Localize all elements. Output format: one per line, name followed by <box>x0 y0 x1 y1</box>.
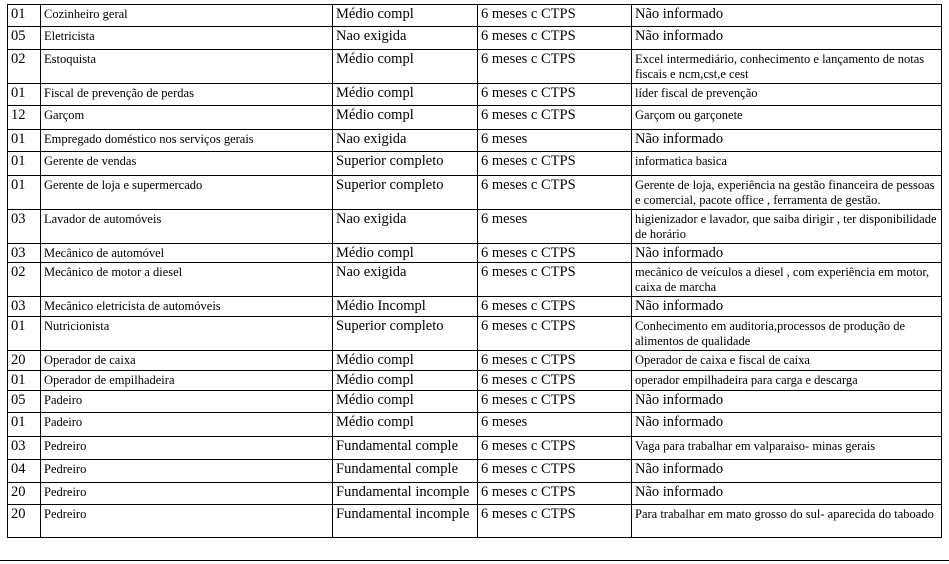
requirements-cell: Não informado <box>632 483 942 505</box>
experience-cell: 6 meses <box>478 210 632 244</box>
education-cell: Nao exigida <box>333 210 478 244</box>
education-cell: Médio compl <box>333 50 478 84</box>
requirements-cell: Não informado <box>632 130 942 152</box>
occupation-cell: Padeiro <box>41 391 333 413</box>
experience-cell: 6 meses c CTPS <box>478 371 632 391</box>
table-row <box>8 413 942 437</box>
vacancy-count-cell: 01 <box>8 152 41 176</box>
experience-cell: 6 meses <box>478 130 632 152</box>
requirements-cell: Gerente de loja, experiência na gestão financeira de pessoas e comercial, pacote office , ferramenta de gestão. <box>632 176 942 210</box>
experience-cell: 6 meses <box>478 413 632 437</box>
requirements-cell: Não informado <box>632 413 942 437</box>
education-cell: Médio compl <box>333 106 478 130</box>
experience-cell: 6 meses c CTPS <box>478 27 632 50</box>
experience-cell: 6 meses c CTPS <box>478 244 632 263</box>
vacancy-count-cell: 02 <box>8 50 41 84</box>
requirements-cell: Não informado <box>632 27 942 50</box>
occupation-cell: Pedreiro <box>41 460 333 483</box>
occupation-cell: Pedreiro <box>41 437 333 460</box>
education-cell: Médio Incompl <box>333 297 478 317</box>
table-row <box>8 27 942 50</box>
vacancy-count-cell: 01 <box>8 130 41 152</box>
experience-cell: 6 meses c CTPS <box>478 84 632 106</box>
vacancy-count-cell: 01 <box>8 371 41 391</box>
vacancy-count-cell: 03 <box>8 297 41 317</box>
occupation-cell: Gerente de loja e supermercado <box>41 176 333 210</box>
education-cell: Nao exigida <box>333 27 478 50</box>
education-cell: Nao exigida <box>333 130 478 152</box>
requirements-cell: informatica basica <box>632 152 942 176</box>
occupation-cell: Lavador de automóveis <box>41 210 333 244</box>
table-row <box>8 106 942 130</box>
education-cell: Fundamental comple <box>333 437 478 460</box>
requirements-cell: Excel intermediário, conhecimento e lançamento de notas fiscais e ncm,cst,e cest <box>632 50 942 84</box>
table-row <box>8 50 942 84</box>
vacancy-count-cell: 20 <box>8 483 41 505</box>
occupation-cell: Mecânico eletricista de automóveis <box>41 297 333 317</box>
experience-cell: 6 meses c CTPS <box>478 351 632 371</box>
occupation-cell: Fiscal de prevenção de perdas <box>41 84 333 106</box>
occupation-cell: Gerente de vendas <box>41 152 333 176</box>
education-cell: Médio compl <box>333 5 478 27</box>
vacancy-count-cell: 03 <box>8 210 41 244</box>
requirements-cell: Não informado <box>632 297 942 317</box>
education-cell: Superior completo <box>333 176 478 210</box>
requirements-cell: mecânico de veículos a diesel , com experiência em motor, caixa de marcha <box>632 263 942 297</box>
occupation-cell: Pedreiro <box>41 483 333 505</box>
occupation-cell: Cozinheiro geral <box>41 5 333 27</box>
table-row <box>8 483 942 505</box>
page-bottom-rule <box>0 560 949 561</box>
experience-cell: 6 meses c CTPS <box>478 176 632 210</box>
education-cell: Superior completo <box>333 317 478 351</box>
experience-cell: 6 meses c CTPS <box>478 483 632 505</box>
table-row <box>8 437 942 460</box>
vacancy-count-cell: 20 <box>8 351 41 371</box>
experience-cell: 6 meses c CTPS <box>478 297 632 317</box>
experience-cell: 6 meses c CTPS <box>478 391 632 413</box>
requirements-cell: Garçom ou garçonete <box>632 106 942 130</box>
requirements-cell: higienizador e lavador, que saiba dirigir , ter disponibilidade de horário <box>632 210 942 244</box>
table-row <box>8 5 942 27</box>
vacancy-count-cell: 01 <box>8 413 41 437</box>
vacancy-count-cell: 01 <box>8 176 41 210</box>
requirements-cell: Não informado <box>632 244 942 263</box>
experience-cell: 6 meses c CTPS <box>478 437 632 460</box>
requirements-cell: Não informado <box>632 460 942 483</box>
education-cell: Médio compl <box>333 84 478 106</box>
table-row <box>8 371 942 391</box>
requirements-cell: Não informado <box>632 5 942 27</box>
occupation-cell: Mecânico de automóvel <box>41 244 333 263</box>
vacancy-count-cell: 01 <box>8 317 41 351</box>
requirements-cell: Vaga para trabalhar em valparaiso- minas gerais <box>632 437 942 460</box>
table-row <box>8 460 942 483</box>
table-row <box>8 152 942 176</box>
occupation-cell: Operador de caixa <box>41 351 333 371</box>
table-row <box>8 244 942 263</box>
experience-cell: 6 meses c CTPS <box>478 106 632 130</box>
table-row <box>8 130 942 152</box>
education-cell: Nao exigida <box>333 263 478 297</box>
education-cell: Superior completo <box>333 152 478 176</box>
education-cell: Médio compl <box>333 371 478 391</box>
vacancy-count-cell: 03 <box>8 244 41 263</box>
education-cell: Médio compl <box>333 351 478 371</box>
occupation-cell: Estoquista <box>41 50 333 84</box>
experience-cell: 6 meses c CTPS <box>478 505 632 538</box>
requirements-cell: Para trabalhar em mato grosso do sul- aparecida do taboado <box>632 505 942 538</box>
requirements-cell: Operador de caixa e fiscal de caixa <box>632 351 942 371</box>
experience-cell: 6 meses c CTPS <box>478 152 632 176</box>
education-cell: Médio compl <box>333 413 478 437</box>
occupation-cell: Empregado doméstico nos serviços gerais <box>41 130 333 152</box>
experience-cell: 6 meses c CTPS <box>478 460 632 483</box>
table-row <box>8 176 942 210</box>
vacancy-count-cell: 04 <box>8 460 41 483</box>
vacancy-count-cell: 05 <box>8 391 41 413</box>
occupation-cell: Operador de empilhadeira <box>41 371 333 391</box>
occupation-cell: Padeiro <box>41 413 333 437</box>
experience-cell: 6 meses c CTPS <box>478 50 632 84</box>
requirements-cell: Não informado <box>632 391 942 413</box>
vacancy-count-cell: 01 <box>8 84 41 106</box>
occupation-cell: Eletricista <box>41 27 333 50</box>
education-cell: Fundamental incomple <box>333 483 478 505</box>
vacancy-count-cell: 05 <box>8 27 41 50</box>
requirements-cell: líder fiscal de prevenção <box>632 84 942 106</box>
table-row <box>8 263 942 297</box>
occupation-cell: Garçom <box>41 106 333 130</box>
vacancy-count-cell: 02 <box>8 263 41 297</box>
vacancy-count-cell: 20 <box>8 505 41 538</box>
table-row <box>8 210 942 244</box>
table-row <box>8 505 942 538</box>
vacancy-count-cell: 01 <box>8 5 41 27</box>
occupation-cell: Mecânico de motor a diesel <box>41 263 333 297</box>
table-row <box>8 297 942 317</box>
education-cell: Médio compl <box>333 244 478 263</box>
vacancy-count-cell: 03 <box>8 437 41 460</box>
experience-cell: 6 meses c CTPS <box>478 5 632 27</box>
job-vacancies-table <box>7 4 942 538</box>
occupation-cell: Nutricionista <box>41 317 333 351</box>
education-cell: Fundamental incomple <box>333 505 478 538</box>
table-row <box>8 84 942 106</box>
occupation-cell: Pedreiro <box>41 505 333 538</box>
education-cell: Fundamental comple <box>333 460 478 483</box>
table-row <box>8 317 942 351</box>
table-row <box>8 351 942 371</box>
table-body <box>8 5 942 538</box>
experience-cell: 6 meses c CTPS <box>478 263 632 297</box>
education-cell: Médio compl <box>333 391 478 413</box>
requirements-cell: Conhecimento em auditoria,processos de produção de alimentos de qualidade <box>632 317 942 351</box>
requirements-cell: operador empilhadeira para carga e descarga <box>632 371 942 391</box>
table-row <box>8 391 942 413</box>
vacancy-count-cell: 12 <box>8 106 41 130</box>
experience-cell: 6 meses c CTPS <box>478 317 632 351</box>
